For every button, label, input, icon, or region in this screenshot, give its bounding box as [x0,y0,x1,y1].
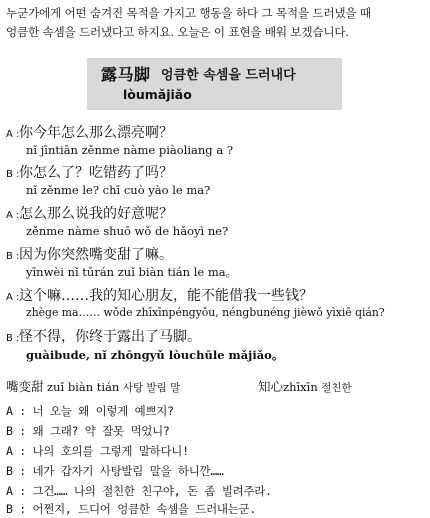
translation-line: A : 그건…… 나의 절친한 친구야, 돈 좀 빌려주라. [6,484,272,498]
title-korean: 엉큼한 속셈을 드러내다 [161,68,296,83]
dialogue-line [6,285,313,305]
translation-line: B : 어쩐지, 드디어 엉큼한 속셈을 드러내는군. [6,502,256,516]
dialogue-hanzi: 怪不得，你终于露出了马脚。 [19,329,201,345]
dialogue-pinyin: guàibude, nǐ zhōngyǔ lòuchūle mǎjiǎo。 [26,348,284,362]
vocab-pinyin: zuǐ biàn tián [47,380,120,394]
dialogue-pinyin: yīnwèi nǐ tūrán zuǐ biàn tián le ma。 [26,265,238,279]
vocab-meaning: 절친한 [321,382,352,394]
title-box [87,58,342,110]
dialogue-line [6,326,201,346]
dialogue-hanzi: 怎么那么说我的好意呢？ [19,206,173,222]
dialogue-hanzi: 因为你突然嘴变甜了嘛。 [19,247,173,263]
vocab-item [258,377,352,395]
vocab-meaning: 사탕 발림 말 [122,382,181,394]
speaker-label: B : [6,169,20,180]
translation-line: A : 너 오늘 왜 이렇게 예쁘지? [6,404,174,418]
intro-line-2: 엉큼한 속셈을 드러냈다고 하지요. 오늘은 이 표현을 배워 보겠습니다. [6,25,349,39]
dialogue-pinyin: zhège ma…… wǒde zhīxīnpéngyǒu, néngbunéng jièwǒ yìxiē qián? [26,306,385,319]
dialogue-hanzi: 你怎么了？吃错药了吗？ [19,165,173,181]
translation-line: B : 네가 갑자기 사탕발림 말을 하니깐…… [6,464,224,478]
vocab-word: 知心 [258,379,284,394]
title-hanzi: 露马脚 [101,65,151,84]
title-pinyin: lòumǎjiǎo [123,87,192,102]
vocab-item [6,377,180,395]
dialogue-line [6,162,173,182]
speaker-label: A : [6,292,20,303]
dialogue-line [6,122,173,142]
speaker-label: A : [6,210,20,221]
translation-line: A : 나의 호의를 그렇게 말하다니! [6,444,189,458]
vocab-pinyin: zhīxīn [283,380,318,394]
dialogue-line [6,203,173,223]
dialogue-hanzi: 你今年怎么那么漂亮啊？ [19,125,173,141]
dialogue-pinyin: zěnme nàme shuō wǒ de hǎoyì ne? [26,224,229,238]
speaker-label: B : [6,333,20,344]
dialogue-pinyin: nǐ jīntiān zěnme nàme piàoliang a ? [26,143,234,157]
dialogue-pinyin: nǐ zěnme le? chī cuò yào le ma? [26,183,211,197]
translation-line: B : 왜 그래? 약 잘못 먹었니? [6,424,170,438]
speaker-label: A : [6,129,20,140]
dialogue-hanzi: 这个嘛……我的知心朋友，能不能借我一些钱？ [19,288,313,304]
intro-paragraph [6,4,426,42]
vocab-word: 嘴变甜 [6,379,44,394]
intro-line-1: 누군가에게 어떤 숨겨진 목적을 가지고 행동을 하다 그 목적을 드러냈을 때 [6,6,371,20]
dialogue-line [6,244,173,264]
speaker-label: B : [6,251,20,262]
